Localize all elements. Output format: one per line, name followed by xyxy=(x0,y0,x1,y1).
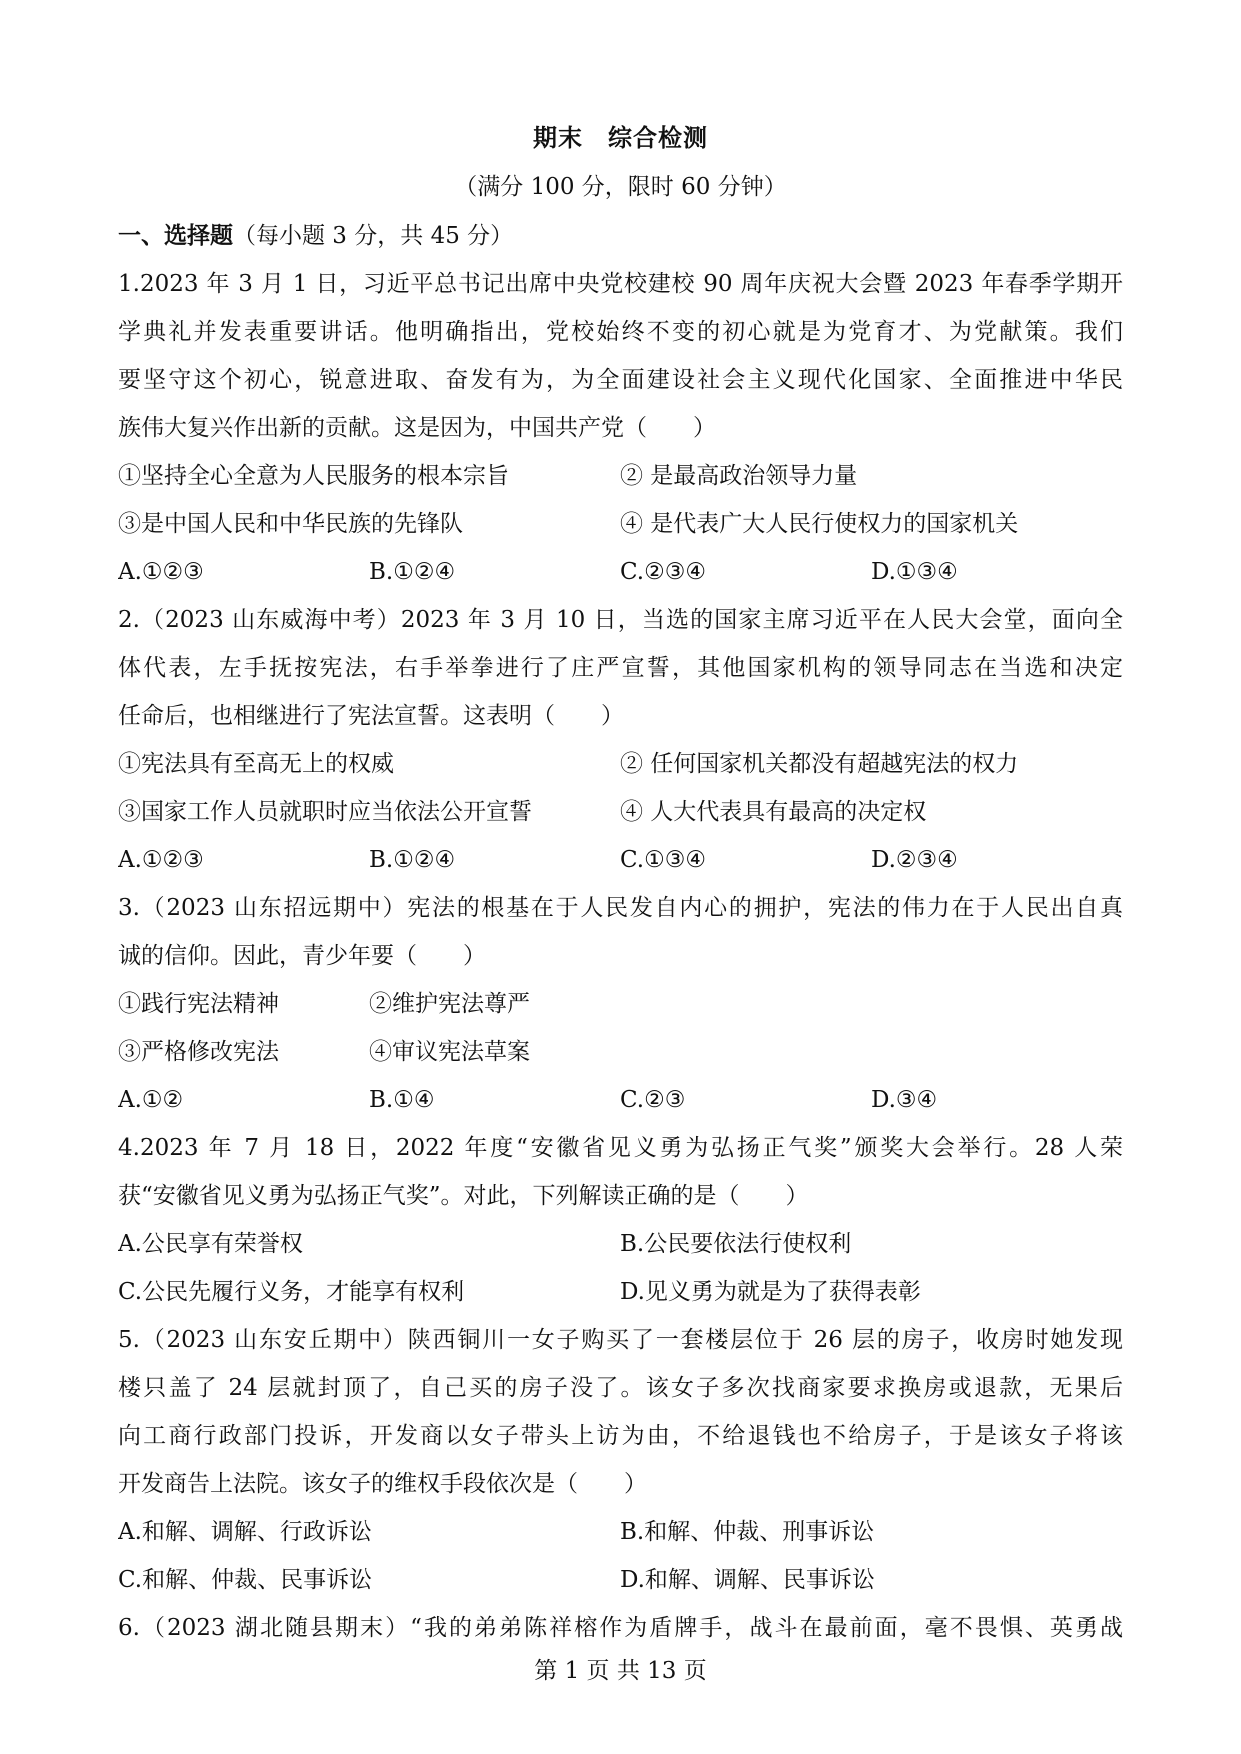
question-5-stem-line: 楼只盖了 24 层就封顶了，自己买的房子没了。该女子多次找商家要求换房或退款，无果后 xyxy=(118,1375,1123,1401)
question-3-stem-line: 3.（2023 山东招远期中）宪法的根基在于人民发自内心的拥护，宪法的伟力在于人民出自真 xyxy=(118,895,1123,921)
question-1-stem-line: 学典礼并发表重要讲话。他明确指出，党校始终不变的初心就是为党育才、为党献策。我们 xyxy=(118,319,1123,345)
option-d: D.③④ xyxy=(871,1087,938,1113)
section-heading-label: 一、选择题 xyxy=(118,223,233,249)
question-1-stem-line: 要坚守这个初心，锐意进取、奋发有为，为全面建设社会主义现代化国家、全面推进中华民 xyxy=(118,367,1123,393)
question-1-item: ② 是最高政治领导力量 xyxy=(620,463,858,489)
question-3-item: ②维护宪法尊严 xyxy=(369,991,530,1017)
question-2-item: ③国家工作人员就职时应当依法公开宣誓 xyxy=(118,799,532,825)
question-2-item: ①宪法具有至高无上的权威 xyxy=(118,751,394,777)
option-c: C.①③④ xyxy=(620,847,706,873)
section-heading-note: （每小题 3 分，共 45 分） xyxy=(233,223,514,249)
question-6-stem-line: 6.（2023 湖北随县期末）“我的弟弟陈祥榕作为盾牌手，战斗在最前面，毫不畏惧、英勇战 xyxy=(118,1615,1123,1641)
question-2-stem-line: 体代表，左手抚按宪法，右手举拳进行了庄严宣誓，其他国家机构的领导同志在当选和决定 xyxy=(118,655,1123,681)
question-3-item: ①践行宪法精神 xyxy=(118,991,279,1017)
question-2-stem-line: 2.（2023 山东威海中考）2023 年 3 月 10 日，当选的国家主席习近平在人民大会堂，面向全 xyxy=(118,607,1123,633)
question-2-item: ④ 人大代表具有最高的决定权 xyxy=(620,799,927,825)
section-heading xyxy=(118,212,1123,260)
option-b: B.①②④ xyxy=(369,847,456,873)
option-d: D.见义勇为就是为了获得表彰 xyxy=(620,1279,921,1305)
question-2-stem-line: 任命后，也相继进行了宪法宣誓。这表明（ ） xyxy=(118,703,624,729)
question-1-items-row xyxy=(118,452,1123,500)
option-c: C.公民先履行义务，才能享有权利 xyxy=(118,1279,465,1305)
question-1-items-row xyxy=(118,500,1123,548)
option-b: B.公民要依法行使权利 xyxy=(620,1231,852,1257)
option-b: B.①④ xyxy=(369,1087,435,1113)
question-3-item: ④审议宪法草案 xyxy=(369,1039,530,1065)
option-a: A.①②③ xyxy=(118,847,204,873)
question-1-item: ④ 是代表广大人民行使权力的国家机关 xyxy=(620,511,1019,537)
page-title: 期末 综合检测 xyxy=(533,123,708,152)
option-d: D.①③④ xyxy=(871,559,958,585)
question-1-options xyxy=(118,548,1123,596)
option-d: D.②③④ xyxy=(871,847,958,873)
question-5-stem-line: 开发商告上法院。该女子的维权手段依次是（ ） xyxy=(118,1471,647,1497)
option-a: A.①② xyxy=(118,1087,184,1113)
option-c: C.和解、仲裁、民事诉讼 xyxy=(118,1567,373,1593)
question-5-options-row xyxy=(118,1508,1123,1556)
option-c: C.②③ xyxy=(620,1087,686,1113)
option-b: B.和解、仲裁、刑事诉讼 xyxy=(620,1519,875,1545)
question-5-stem-line: 向工商行政部门投诉，开发商以女子带头上访为由，不给退钱也不给房子，于是该女子将该 xyxy=(118,1423,1123,1449)
option-b: B.①②④ xyxy=(369,559,456,585)
question-1-stem-line: 1.2023 年 3 月 1 日，习近平总书记出席中央党校建校 90 周年庆祝大会暨 2023 年春季学期开 xyxy=(118,271,1123,297)
question-3-item: ③严格修改宪法 xyxy=(118,1039,279,1065)
question-5-options-row xyxy=(118,1556,1123,1604)
question-1-item: ①坚持全心全意为人民服务的根本宗旨 xyxy=(118,463,509,489)
option-c: C.②③④ xyxy=(620,559,706,585)
question-3-options xyxy=(118,1076,1123,1124)
page-number: 第 1 页 共 13 页 xyxy=(534,1658,707,1684)
question-4-options-row xyxy=(118,1268,1123,1316)
page-subtitle: （满分 100 分，限时 60 分钟） xyxy=(454,174,787,200)
question-3-items-row xyxy=(118,1028,1123,1076)
question-2-items-row xyxy=(118,740,1123,788)
question-4-stem-line: 获“安徽省见义勇为弘扬正气奖”。对此，下列解读正确的是（ ） xyxy=(118,1183,809,1209)
question-4-options-row xyxy=(118,1220,1123,1268)
question-1-stem-line: 族伟大复兴作出新的贡献。这是因为，中国共产党（ ） xyxy=(118,415,716,441)
question-5-stem-line: 5.（2023 山东安丘期中）陕西铜川一女子购买了一套楼层位于 26 层的房子，收房时她发现 xyxy=(118,1327,1123,1353)
option-a: A.和解、调解、行政诉讼 xyxy=(118,1519,372,1545)
question-content xyxy=(118,212,1123,1652)
option-a: A.①②③ xyxy=(118,559,204,585)
option-d: D.和解、调解、民事诉讼 xyxy=(620,1567,875,1593)
question-4-stem-line: 4.2023 年 7 月 18 日，2022 年度“安徽省见义勇为弘扬正气奖”颁奖大会举行。28 人荣 xyxy=(118,1135,1123,1161)
question-3-stem-line: 诚的信仰。因此，青少年要（ ） xyxy=(118,943,486,969)
question-3-items-row xyxy=(118,980,1123,1028)
question-2-options xyxy=(118,836,1123,884)
question-2-items-row xyxy=(118,788,1123,836)
option-a: A.公民享有荣誉权 xyxy=(118,1231,303,1257)
question-2-item: ② 任何国家机关都没有超越宪法的权力 xyxy=(620,751,1019,777)
question-1-item: ③是中国人民和中华民族的先锋队 xyxy=(118,511,463,537)
